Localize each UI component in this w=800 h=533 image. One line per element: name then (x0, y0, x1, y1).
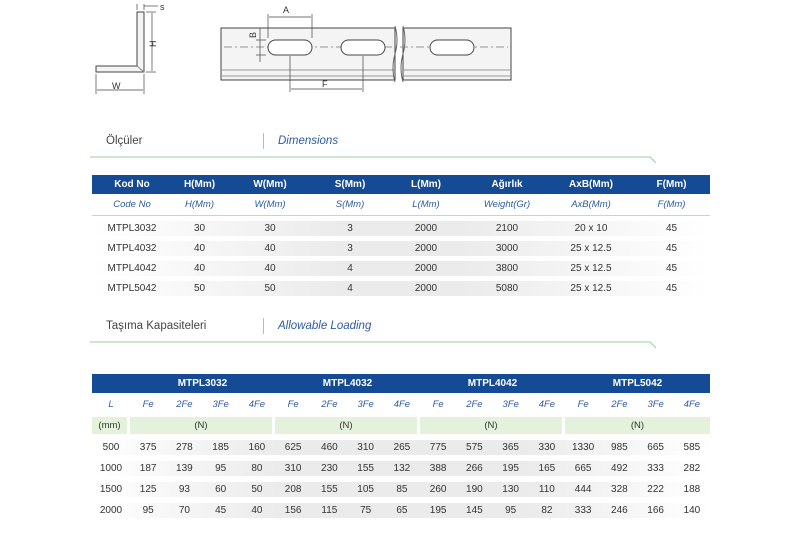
table-cell: 492 (611, 463, 628, 474)
table-cell: 665 (647, 442, 664, 453)
length-unit: (mm) (92, 417, 127, 434)
profile-drawing (0, 0, 800, 110)
table-cell: 45 (665, 223, 678, 234)
subheader-cell: H(Mm) (184, 199, 214, 210)
subheader-cell: 2Fe (611, 398, 628, 410)
table-cell: 665 (574, 463, 592, 474)
load-section-header (90, 318, 655, 344)
load-unit: (N) (130, 417, 272, 434)
table-cell: 95 (142, 505, 154, 516)
table-row (92, 461, 710, 476)
load-title-en: Allowable Loading (278, 320, 372, 332)
table-cell: 156 (284, 505, 302, 516)
dim-label-b: B (248, 31, 258, 38)
table-cell: 388 (429, 463, 447, 474)
table-cell: 45 (665, 243, 678, 254)
table-row (92, 261, 710, 276)
section-divider (263, 133, 264, 149)
table-cell: 260 (429, 484, 447, 495)
table-cell: MTPL4032 (107, 243, 157, 254)
header-cell: H(Mm) (183, 179, 216, 190)
table-cell: MTPL4042 (107, 263, 157, 274)
load-title-tr: Taşıma Kapasiteleri (106, 320, 207, 332)
table-cell: 125 (139, 484, 157, 495)
load-table-header (92, 374, 710, 393)
dimensions-title-en: Dimensions (278, 135, 339, 147)
load-unit: (N) (420, 417, 562, 434)
load-capacity-table (92, 374, 710, 518)
dimensions-table-subheader (92, 194, 710, 216)
table-cell: 25 x 12.5 (570, 283, 612, 294)
table-cell: 985 (611, 442, 628, 453)
table-cell: 155 (321, 484, 338, 495)
table-cell: 50 (251, 484, 263, 495)
slotted-rail-view (221, 14, 511, 92)
table-cell: 93 (178, 484, 190, 495)
table-cell: 208 (284, 484, 302, 495)
table-cell: 3000 (495, 243, 519, 254)
table-cell: 775 (429, 442, 447, 453)
table-cell: 115 (321, 505, 338, 516)
table-cell: 278 (176, 442, 193, 453)
table-cell: 5080 (495, 283, 519, 294)
table-cell: 20 x 10 (574, 223, 608, 234)
subheader-cell: W(Mm) (254, 199, 286, 210)
subheader-cell: 3Fe (647, 398, 664, 410)
subheader-cell: 2Fe (321, 398, 338, 410)
subheader-cell: 3Fe (502, 398, 519, 410)
table-cell: 60 (215, 484, 227, 495)
table-cell: 282 (683, 463, 701, 474)
table-cell: 4 (347, 263, 353, 274)
subheader-cell: L(Mm) (412, 199, 440, 210)
table-cell: 110 (538, 484, 555, 495)
dim-label-s: s (160, 2, 165, 12)
load-table-subheader (92, 393, 710, 415)
table-cell: 75 (360, 505, 372, 516)
table-row (92, 482, 710, 497)
table-cell: 132 (393, 463, 411, 474)
load-unit: (N) (275, 417, 417, 434)
table-cell: 155 (357, 463, 374, 474)
table-cell: 266 (466, 463, 483, 474)
table-cell: 187 (139, 463, 157, 474)
table-cell: 2000 (414, 243, 438, 254)
table-cell: 30 (193, 223, 206, 234)
subheader-cell: 3Fe (212, 398, 229, 410)
subheader-cell: Fe (577, 398, 589, 410)
subheader-cell: Weight(Gr) (483, 199, 531, 210)
subheader-cell: 4Fe (683, 398, 701, 410)
dim-label-a: A (283, 5, 290, 15)
table-cell: 50 (264, 283, 276, 294)
table-cell: 1330 (572, 442, 595, 453)
subheader-cell: 2Fe (176, 398, 193, 410)
length-header: L (108, 398, 114, 410)
group-header: MTPL4042 (467, 378, 518, 389)
table-cell: 40 (193, 243, 206, 254)
table-cell: 365 (502, 442, 519, 453)
table-cell: 625 (284, 442, 302, 453)
table-cell: 3 (347, 223, 353, 234)
header-cell: Ağırlık (491, 179, 523, 190)
header-cell: F(Mm) (656, 179, 687, 190)
table-cell: 140 (683, 505, 701, 516)
table-cell: 2000 (414, 223, 438, 234)
table-cell: 333 (574, 505, 592, 516)
header-cell: S(Mm) (334, 179, 366, 190)
table-cell: 2000 (414, 283, 438, 294)
table-cell: 80 (251, 463, 263, 474)
table-cell: 246 (611, 505, 628, 516)
dim-label-f: F (322, 79, 328, 89)
table-cell: 82 (541, 505, 553, 516)
table-cell: 3 (347, 243, 353, 254)
length-cell: 1500 (99, 484, 123, 495)
table-cell: 105 (357, 484, 374, 495)
table-cell: 95 (505, 505, 517, 516)
subheader-cell: Fe (142, 398, 154, 410)
subheader-cell: 4Fe (538, 398, 556, 410)
header-cell: AxB(Mm) (569, 179, 613, 190)
table-cell: 95 (215, 463, 227, 474)
table-row (92, 440, 710, 455)
table-cell: 460 (321, 442, 338, 453)
table-cell: 166 (647, 505, 664, 516)
table-cell: 195 (429, 505, 447, 516)
dimensions-table-header (92, 175, 710, 194)
table-row (92, 281, 710, 296)
table-cell: 145 (466, 505, 483, 516)
subheader-cell: Fe (432, 398, 444, 410)
subheader-cell: S(Mm) (335, 199, 365, 210)
length-cell: 500 (102, 442, 120, 453)
subheader-cell: Code No (113, 199, 151, 210)
table-cell: 265 (393, 442, 411, 453)
subheader-cell: 3Fe (357, 398, 374, 410)
table-row (92, 241, 710, 256)
table-row (92, 503, 710, 518)
dim-label-w: W (112, 81, 121, 91)
table-row (92, 221, 710, 236)
load-table-units (92, 417, 710, 434)
table-cell: 130 (502, 484, 519, 495)
table-cell: 330 (538, 442, 556, 453)
dimensions-table-body (92, 216, 710, 296)
length-cell: 2000 (99, 505, 123, 516)
table-cell: 185 (212, 442, 229, 453)
table-cell: 45 (215, 505, 227, 516)
table-cell: 40 (264, 243, 276, 254)
table-cell: 195 (502, 463, 519, 474)
table-cell: MTPL5042 (107, 283, 157, 294)
table-cell: 40 (251, 505, 263, 516)
group-header: MTPL3032 (177, 378, 228, 389)
table-cell: 70 (178, 505, 190, 516)
table-cell: 222 (647, 484, 664, 495)
table-cell: 2000 (414, 263, 438, 274)
dimensions-table (92, 175, 710, 296)
dimensions-section-header (90, 133, 655, 159)
table-cell: 2100 (495, 223, 519, 234)
dimensions-title-tr: Ölçüler (106, 135, 143, 147)
dim-label-h: H (148, 40, 158, 47)
table-cell: 40 (264, 263, 276, 274)
load-unit: (N) (565, 417, 710, 434)
table-cell: 190 (466, 484, 483, 495)
table-cell: 4 (347, 283, 353, 294)
table-cell: 139 (176, 463, 193, 474)
section-divider (263, 318, 264, 334)
table-cell: 165 (538, 463, 556, 474)
header-cell: L(Mm) (411, 179, 441, 190)
load-table-body (92, 440, 710, 518)
table-cell: 45 (665, 263, 678, 274)
subheader-cell: F(Mm) (657, 199, 686, 210)
table-cell: MTPL3032 (107, 223, 157, 234)
group-header: MTPL5042 (612, 378, 663, 389)
table-cell: 188 (683, 484, 701, 495)
table-cell: 30 (264, 223, 276, 234)
table-cell: 575 (466, 442, 483, 453)
table-cell: 230 (321, 463, 338, 474)
table-cell: 333 (647, 463, 664, 474)
table-cell: 375 (139, 442, 157, 453)
table-cell: 25 x 12.5 (570, 263, 612, 274)
table-cell: 50 (193, 283, 206, 294)
table-cell: 310 (357, 442, 374, 453)
table-cell: 328 (611, 484, 628, 495)
subheader-cell: 2Fe (466, 398, 483, 410)
table-cell: 3800 (495, 263, 519, 274)
table-cell: 25 x 12.5 (570, 243, 612, 254)
table-cell: 45 (665, 283, 678, 294)
header-cell: Kod No (114, 179, 150, 190)
subheader-cell: Fe (287, 398, 299, 410)
group-header: MTPL4032 (322, 378, 373, 389)
subheader-cell: AxB(Mm) (571, 199, 611, 210)
table-cell: 310 (284, 463, 302, 474)
header-cell: W(Mm) (253, 179, 287, 190)
table-cell: 65 (396, 505, 408, 516)
length-cell: 1000 (99, 463, 123, 474)
subheader-cell: 4Fe (393, 398, 411, 410)
table-cell: 160 (248, 442, 266, 453)
subheader-cell: 4Fe (248, 398, 266, 410)
table-cell: 444 (574, 484, 592, 495)
table-cell: 40 (193, 263, 206, 274)
section-underline (90, 133, 660, 165)
angle-profile-view (96, 4, 158, 94)
table-cell: 585 (683, 442, 701, 453)
table-cell: 85 (396, 484, 408, 495)
